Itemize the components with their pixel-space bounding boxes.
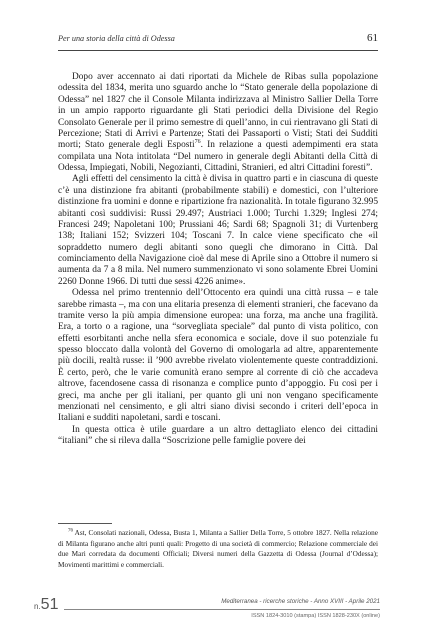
footnote-text: Ast, Consolati nazionali, Odessa, Busta 1, Milanta a Sallier Della Torre, 5 ottobre 1827. Nella relazione di Milanta figurano anche altri punti quali: Progetto di una società di commercio; Relazione commerciale dei due Mari corredata da documenti Officiali; Diversi numeri della Gazzetta di Odessa (Journal d’Odessa); Movimenti marittimi e commerciali. bbox=[58, 529, 378, 569]
running-header bbox=[58, 30, 378, 48]
header-divider bbox=[58, 50, 378, 51]
footnote-divider bbox=[58, 523, 112, 524]
paragraph: In questa ottica è utile guardare a un altro dettagliato elenco dei cittadini “italiani” che si rileva dalla “Soscrizione pelle famiglie povere dei bbox=[58, 424, 378, 446]
footnote-ref: 76 bbox=[194, 139, 201, 146]
issue-number bbox=[34, 596, 58, 614]
page-number: 61 bbox=[367, 32, 378, 44]
paragraph: Odessa nel primo trentennio dell’Ottocento era quindi una città russa – e tale sarebbe rimasta –, ma con una elitaria presenza di elementi stranieri, che facevano da tramite verso la più ampia dimensione europea: una forza, ma anche una fragilità. Era, a torto o a ragione, una “sorvegliata speciale” dal punto di vista politico, con effetti esorbitanti anche nella sfera economica e sociale, dove il suo potenziale fu spesso bloccato dalla volontà del Governo di omologarla ad altre, apparentemente più docili, realtà russe: il ’900 avrebbe rivelato violentemente queste contraddizioni. È certo, però, che le varie comunità erano sempre al corrente di ciò che accadeva altrove, facendosene cassa di risonanza e complice punto d’appoggio. Fu così per i greci, ma anche per gli italiani, per quanto gli uni non vengano specificamente menzionati nel censimento, e gli altri siano divisi secondo i criteri dell’epoca in Italiani e sudditi napoletani, sardi e toscani. bbox=[58, 288, 378, 424]
main-text bbox=[58, 72, 378, 447]
paragraph-text: Dopo aver accennato ai dati riportati da Michele de Ribas sulla popolazione odessita del 1834, merita uno sguardo anche lo “Stato generale della popolazione di Odessa” nel 1827 che il Console Milanta indirizzava al Ministro Sallier Della Torre in un ampio rapporto riguardante gli Stati periodici della Divisione del Regio Consolato Generale per il primo semestre di quell’anno, in cui rientravano gli Stati di Percezione; Stati di Arrivi e Partenze; Stati dei Passaporti o Visti; Stati dei Sudditi morti; Stato generale degli Esposti bbox=[58, 72, 378, 151]
footnote bbox=[58, 528, 378, 570]
journal-info: Mediterranea - ricerche storiche - Anno XVIII - Aprile 2021 bbox=[221, 598, 380, 605]
running-title: Per una storia della città di Odessa bbox=[58, 34, 175, 43]
issn-info: ISSN 1824-3010 (stampa) ISSN 1828-230X (online) bbox=[251, 613, 380, 619]
paragraph: Agli effetti del censimento la città è divisa in quattro parti e in ciascuna di queste c’è una distinzione fra abitanti (probabilmente stabili) e domestici, con l’ulteriore distinzione fra uomini e donne e ripartizione fra nazionalità. In totale figurano 32.995 abitanti così suddivisi: Russi 29.497; Austriaci 1.000; Turchi 1.329; Inglesi 274; Francesi 249; Napoletani 100; Prussiani 46; Sardi 68; Spagnoli 31; di Vurtenberg 138; Italiani 152; Svizzeri 104; Toscani 7. In calce viene specificato che «il sopraddetto numero degli abitanti sono quegli che dimorano in Città. Dal cominciamento della Navigazione cioè dal mese di Aprile sino a Ottobre il numero si aumenta da 7 a 8 mila. Nel numero summenzionato vi sono solamente Ebrei Uomini 2260 Donne 1966. Di tutti due sessi 4226 anime». bbox=[58, 174, 378, 287]
issue-prefix: n. bbox=[34, 602, 41, 611]
footer-divider bbox=[64, 609, 380, 610]
paragraph-text: . In relazione a questi adempimenti era stata compilata una Nota intitolata “Del numero in generale degli Abitanti della Città di Odessa, Impiegati, Nobili, Negozianti, Cittadini, Stranieri, ed altri Cittadini foresti”. bbox=[58, 140, 378, 173]
issue-number-value: 51 bbox=[40, 596, 59, 613]
paragraph bbox=[58, 72, 378, 174]
footnote-number: 76 bbox=[68, 528, 73, 534]
